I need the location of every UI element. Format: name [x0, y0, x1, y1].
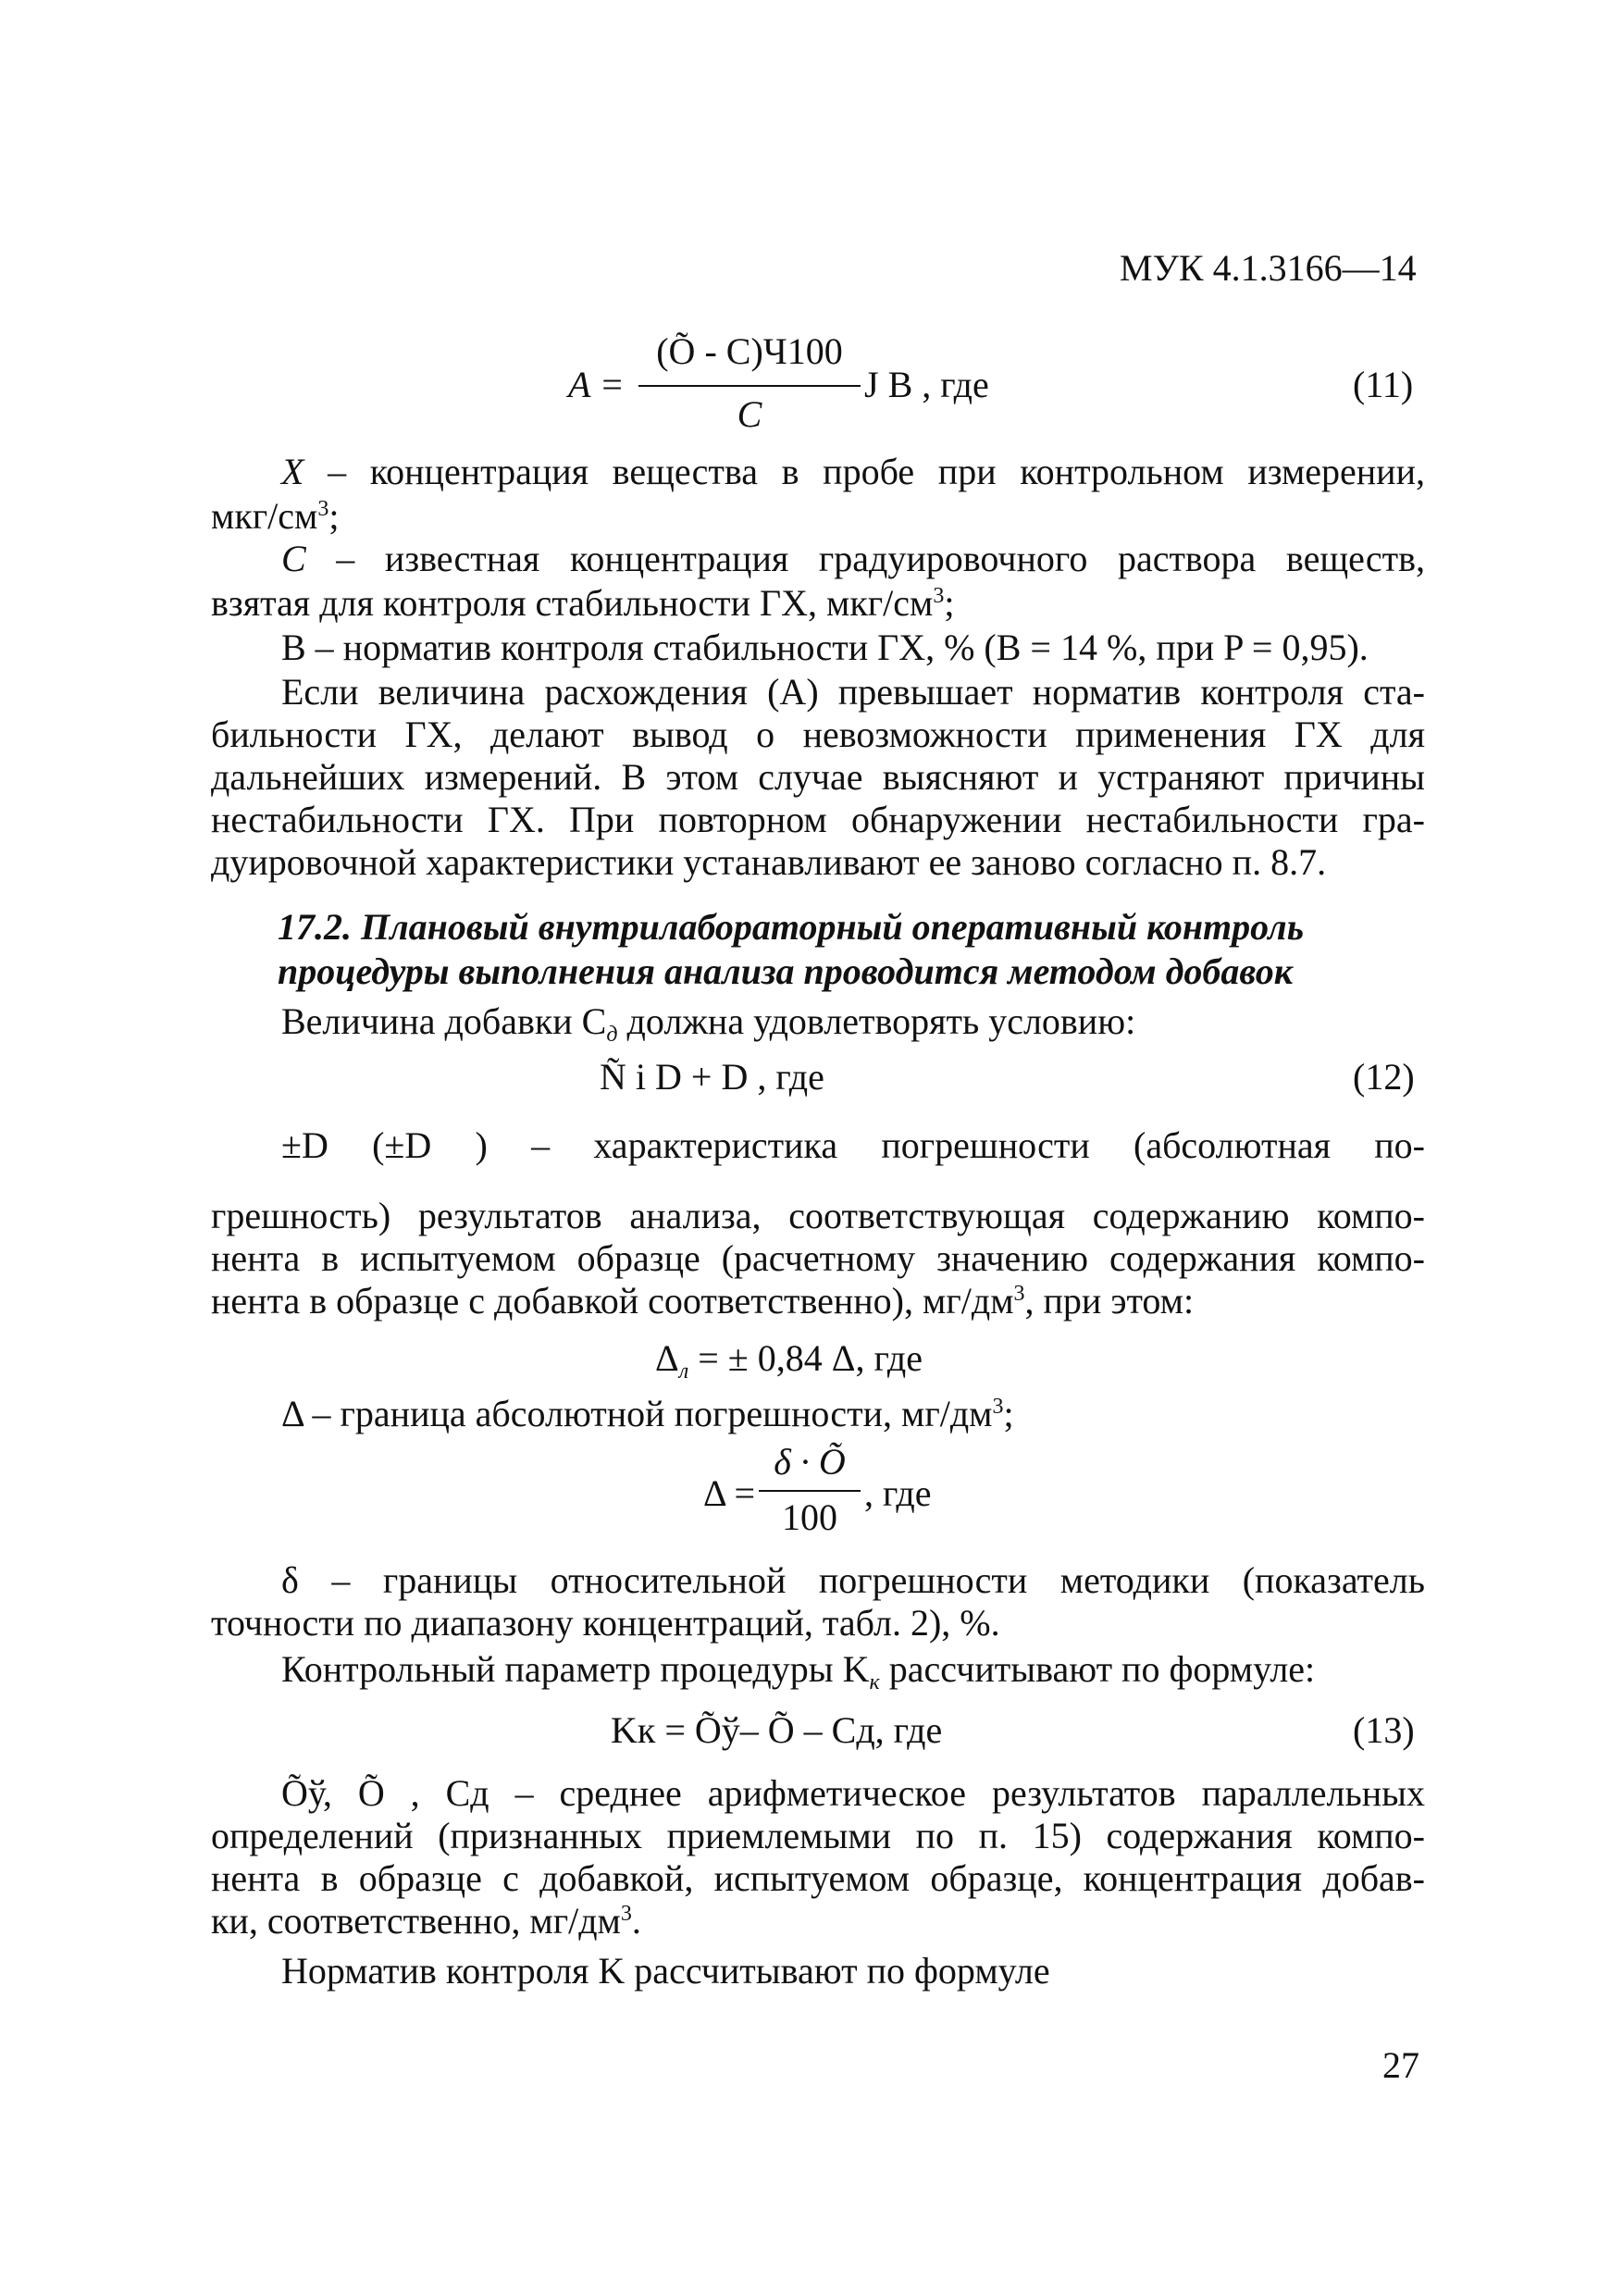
- condition-intro: Величина добавки $C_д$ должна удовлетворять условию:: [281, 1000, 1136, 1047]
- eq11-rhs: J B , где: [864, 364, 989, 405]
- eq13-number: (13): [1353, 1709, 1415, 1751]
- eq-delta-l: $\Delta_л$ = ± 0,84 Δ, где: [655, 1337, 923, 1384]
- para2-line2: нента в испытуемом образце (расчетному значению содержания компо-: [211, 1237, 1425, 1279]
- kk-intro: Контрольный параметр процедуры $K_к$ рассчитывают по формуле:: [281, 1648, 1316, 1694]
- eq11-lhs: A =: [568, 364, 625, 405]
- para1-line4: нестабильности ГХ. При повторном обнаружении нестабильности гра-: [211, 799, 1425, 840]
- para1-line1: Если величина расхождения (А) превышает норматив контроля ста-: [281, 671, 1425, 713]
- eq11-fraction-bar: [638, 385, 861, 387]
- eq13-formula: Kк = Õў– Õ – Cд, где: [611, 1709, 943, 1751]
- eq11-numerator: (Õ - C)Ч100: [656, 330, 843, 372]
- eq-delta-denominator: 100: [782, 1496, 837, 1538]
- eq-delta-numerator: δ · Õ: [774, 1441, 846, 1483]
- def-c-line2: взятая для контроля стабильности ГХ, мкг/$см^3$;: [211, 582, 955, 624]
- def-delta: Δ – граница абсолютной погрешности, $мг/дм^3$;: [281, 1393, 1014, 1434]
- char-line1: ±D (±D ) – характеристика погрешности (абсолютная по-: [281, 1124, 1425, 1166]
- def-means-line1: Õў, Õ , Cд – среднее арифметическое результатов параллельных: [281, 1772, 1425, 1814]
- eq11-denominator: C: [737, 393, 762, 435]
- section-heading-line2: процедуры выполнения анализа проводится методом добавок: [278, 950, 1294, 992]
- eq11-number: (11): [1353, 364, 1414, 405]
- def-means-line4: ки, соответственно, $мг/дм^3$.: [211, 1900, 641, 1942]
- para1-line2: бильности ГХ, делают вывод о невозможности применения ГХ для: [211, 714, 1425, 755]
- def-x-line2: мкг/$см^3$;: [211, 495, 340, 537]
- document-code: МУК 4.1.3166—14: [1120, 247, 1417, 289]
- def-x-line1: X – концентрация вещества в пробе при контрольном измерении,: [281, 451, 1425, 492]
- section-heading-line1: 17.2. Плановый внутрилабораторный оперативный контроль: [278, 906, 1304, 948]
- eq-delta-fraction-bar: [759, 1490, 861, 1492]
- eq12-formula: Ñ i D + D , где: [600, 1056, 824, 1098]
- eq12-number: (12): [1353, 1056, 1415, 1098]
- para1-line5: дуировочной характеристики устанавливают ее заново согласно п. 8.7.: [211, 841, 1327, 883]
- def-sigma-line2: точности по диапазону концентраций, табл. 2), %.: [211, 1602, 1000, 1644]
- def-sigma-line1: δ – границы относительной погрешности методики (показатель: [281, 1559, 1425, 1601]
- para2-line1: грешность) результатов анализа, соответствующая содержанию компо-: [211, 1195, 1425, 1236]
- para2-line3: нента в образце с добавкой соответственно), $мг/дм^3$, при этом:: [211, 1280, 1195, 1322]
- def-b: B – норматив контроля стабильности ГХ, % (B = 14 %, при P = 0,95).: [281, 627, 1369, 668]
- eq-delta-rhs: , где: [864, 1472, 932, 1514]
- page-number: 27: [1382, 2044, 1419, 2086]
- norm-line: Норматив контроля K рассчитывают по формуле: [281, 1950, 1050, 1992]
- def-means-line2: определений (признанных приемлемыми по п. 15) содержания компо-: [211, 1815, 1425, 1856]
- def-c-line1: C – известная концентрация градуировочного раствора веществ,: [281, 538, 1425, 579]
- def-means-line3: нента в образце с добавкой, испытуемом образце, концентрация добав-: [211, 1857, 1425, 1899]
- eq-delta-lhs: Δ =: [703, 1472, 756, 1514]
- para1-line3: дальнейших измерений. В этом случае выясняют и устраняют причины: [211, 756, 1425, 798]
